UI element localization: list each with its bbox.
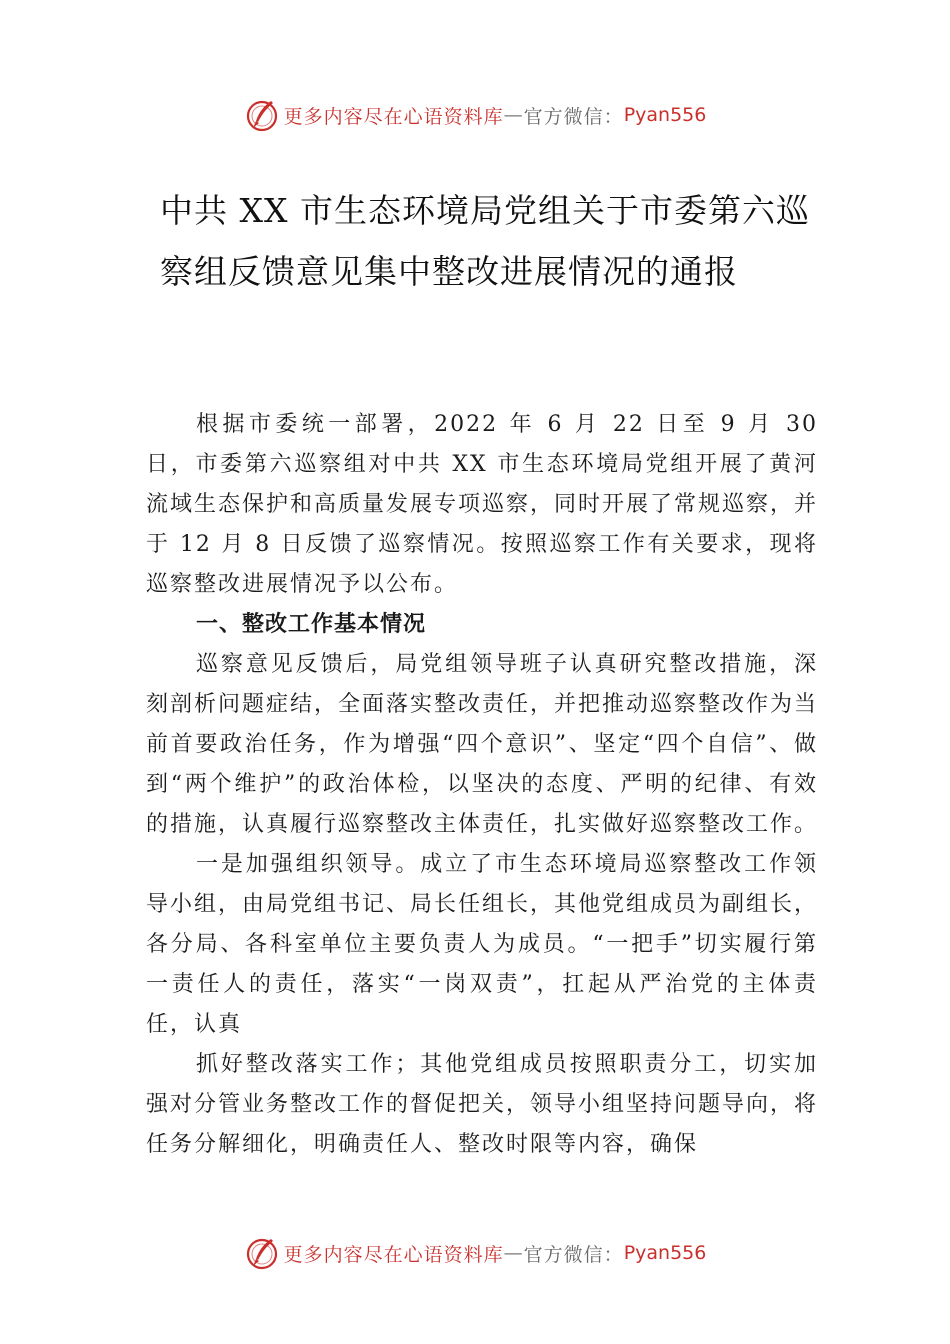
banner-dash: —: [503, 1242, 524, 1264]
section-heading: 一、整改工作基本情况: [196, 612, 427, 637]
banner-wechat-id: Pyan556: [623, 1242, 707, 1264]
quill-logo-icon: [244, 1235, 280, 1271]
paragraph-leadership: 一是加强组织领导。成立了市生态环境局巡察整改工作领导小组，由局党组书记、局长任组长，其他党组成员为副组长，各分局、各科室单位主要负责人为成员。“一把手”切实履行第一责任人的责任，落实“一岗双责”，扛起从严治党的主体责任，认真: [146, 852, 819, 1037]
banner-red-text: 更多内容尽在心语资料库: [283, 1243, 504, 1266]
banner-gray-text: 官方微信：: [523, 1243, 624, 1266]
banner-gray-text: 官方微信：: [523, 105, 624, 128]
quill-logo-icon: [244, 97, 280, 133]
document-title: 中共 XX 市生态环境局党组关于市委第六巡察组反馈意见集中整改进展情况的通报: [160, 191, 810, 291]
document-body: [146, 405, 818, 1165]
paragraph-overview: 巡察意见反馈后，局党组领导班子认真研究整改措施，深刻剖析问题症结，全面落实整改责任，并把推动巡察整改作为当前首要政治任务，作为增强“四个意识”、坚定“四个自信”、做到“两个维护”的政治体检，以坚决的态度、严明的纪律、有效的措施，认真履行巡察整改主体责任，扎实做好巡察整改工作。: [146, 652, 819, 837]
banner-red-text: 更多内容尽在心语资料库: [283, 105, 504, 128]
header-banner: [0, 95, 950, 135]
banner-wechat-id: Pyan556: [623, 104, 707, 126]
paragraph-intro: 根据市委统一部署，2022 年 6 月 22 日至 9 月 30 日，市委第六巡察组对中共 XX 市生态环境局党组开展了黄河流域生态保护和高质量发展专项巡察，同时开展了常规巡察，并于 12 月 8 日反馈了巡察情况。按照巡察工作有关要求，现将巡察整改进展情况予以公布。: [146, 412, 819, 597]
banner-dash: —: [503, 104, 524, 126]
paragraph-implementation: 抓好整改落实工作；其他党组成员按照职责分工，切实加强对分管业务整改工作的督促把关，领导小组坚持问题导向，将任务分解细化，明确责任人、整改时限等内容，确保: [146, 1052, 819, 1157]
footer-banner: [0, 1233, 950, 1273]
